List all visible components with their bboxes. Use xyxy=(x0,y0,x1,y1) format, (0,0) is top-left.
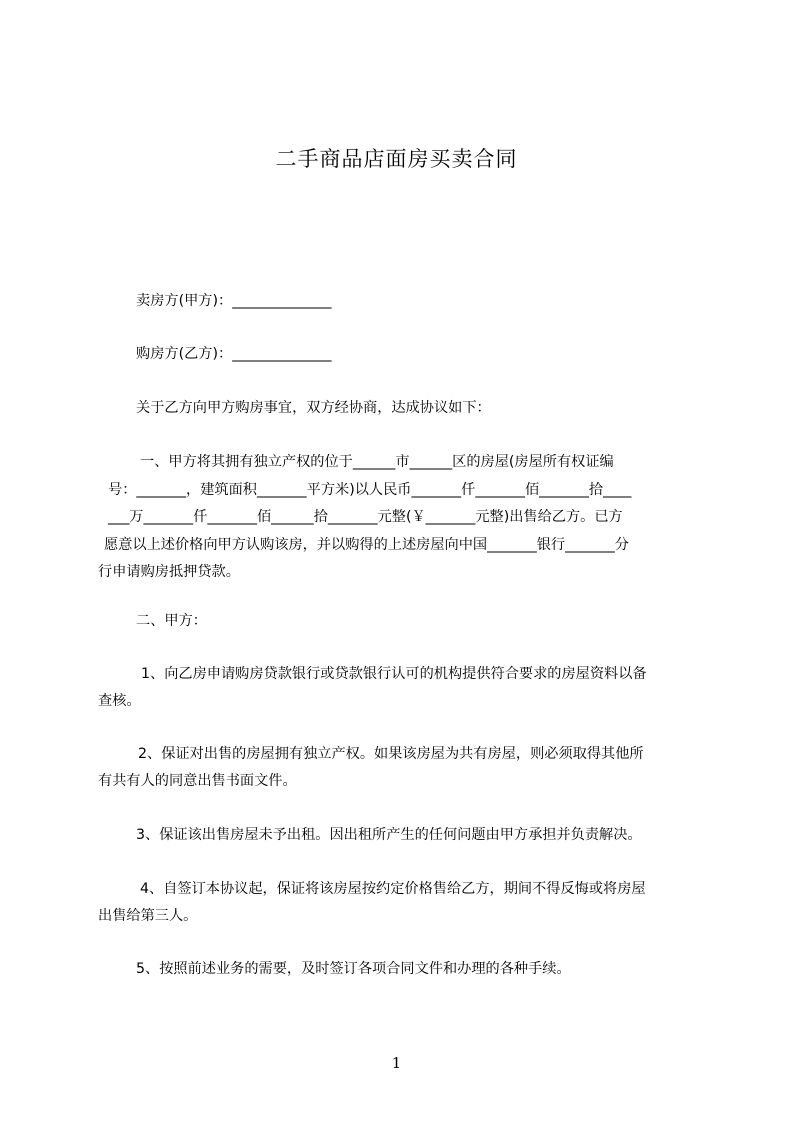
item3: 3、保证该出售房屋未予出租。因出租所产生的任何问题由甲方承担并负责解决。 xyxy=(136,827,642,843)
clause1-line: 一、甲方将其拥有独立产权的位于______市______区的房屋(房屋所有权证编 xyxy=(140,454,614,470)
preamble: 关于乙方向甲方购房事宜，双方经协商，达成协议如下： xyxy=(136,400,491,416)
seller-line: 卖房方(甲方)：______________ xyxy=(136,293,332,309)
item4-line: 出售给第三人。 xyxy=(98,908,198,924)
page-number: 1 xyxy=(391,1054,402,1072)
item1-line: 查核。 xyxy=(98,693,141,709)
clause2-heading: 二、甲方： xyxy=(136,613,207,629)
document-title: 二手商品店面房买卖合同 xyxy=(275,147,518,171)
item5: 5、按照前述业务的需要，及时签订各项合同文件和办理的各种手续。 xyxy=(136,961,571,977)
item2-line: 2、保证对出售的房屋拥有独立产权。如果该房屋为共有房屋，则必须取得其他所 xyxy=(138,746,644,762)
item1-line: 1、向乙房申请购房贷款银行或贷款银行认可的机构提供符合要求的房屋资料以备 xyxy=(141,666,647,682)
buyer-line: 购房方(乙方)：______________ xyxy=(136,346,332,362)
clause1-line: 愿意以上述价格向甲方认购该房，并以购得的上述房屋向中国_______银行_______分 xyxy=(104,537,629,553)
clause1-line: 行申请购房抵押贷款。 xyxy=(98,564,240,580)
clause1-line: 号：_______，建筑面积_______平方米)以人民币_______仟_______佰_______拾____ xyxy=(108,482,632,498)
item4-line: 4、自签订本协议起，保证将该房屋按约定价格售给乙方，期间不得反悔或将房屋 xyxy=(140,881,646,897)
item2-line: 有共有人的同意出售书面文件。 xyxy=(98,773,297,789)
clause1-line: ___万_______仟_______佰______拾_______元整(￥_______元整)出售给乙方。已方 xyxy=(108,509,623,525)
